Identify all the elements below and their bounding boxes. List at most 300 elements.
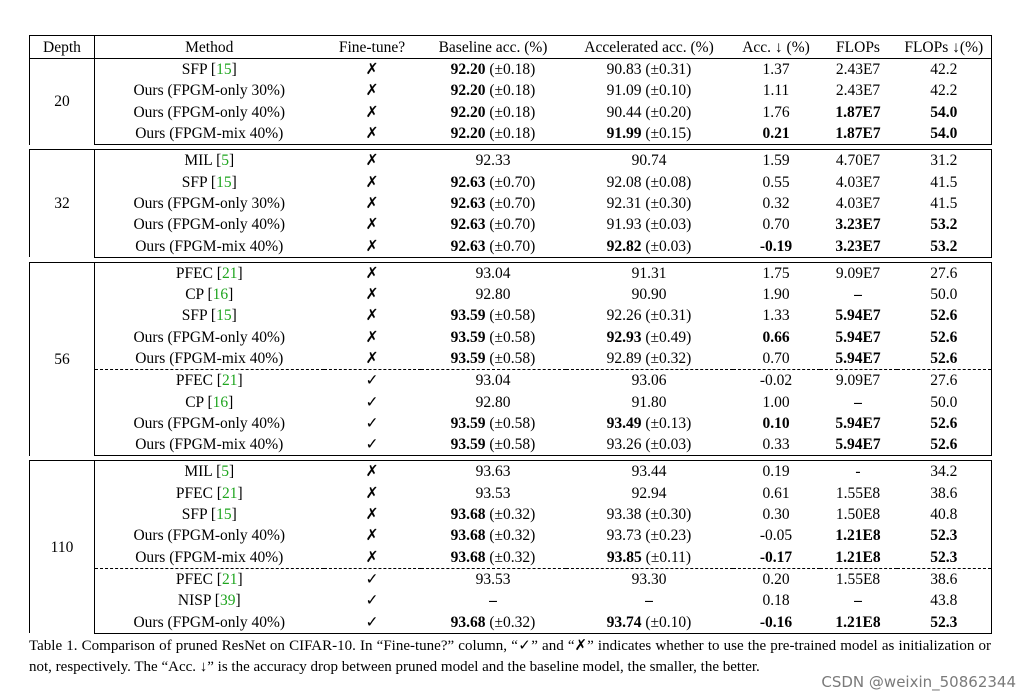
cross-icon: ✗: [365, 506, 379, 524]
flops-drop-value: 52.6: [930, 436, 958, 454]
flops-drop-cell: [897, 434, 992, 456]
baseline-acc-cell: [421, 391, 566, 412]
accelerated-acc-cell: [566, 305, 733, 326]
citation-link[interactable]: 16: [212, 393, 229, 411]
accelerated-acc-cell: [566, 483, 733, 504]
accelerated-acc-value: 93.44: [631, 463, 667, 481]
baseline-acc-value: 92.20: [450, 61, 486, 79]
accelerated-acc-std: (±0.03): [645, 436, 692, 454]
acc-drop-cell: [733, 525, 820, 546]
flops-drop-value: 40.8: [930, 506, 958, 524]
fine-tune-cell: [324, 59, 421, 81]
table-row: [30, 434, 992, 456]
accelerated-acc-value: 92.94: [631, 484, 667, 502]
method-name: SFP: [181, 307, 208, 325]
accelerated-acc-cell: [566, 327, 733, 348]
flops-drop-cell: [897, 59, 992, 81]
table-row: [30, 123, 992, 145]
flops-cell: [820, 568, 897, 590]
table-row: [30, 370, 992, 392]
accelerated-acc-cell: [566, 214, 733, 235]
method-name: Ours (FPGM-mix 40%): [135, 436, 284, 454]
acc-drop-cell: [733, 123, 820, 145]
baseline-acc-cell: [421, 525, 566, 546]
fine-tune-cell: [324, 568, 421, 590]
accelerated-acc-value: 93.49: [606, 414, 642, 432]
baseline-acc-value: –: [489, 592, 497, 610]
baseline-acc-std: (±0.70): [489, 216, 536, 234]
flops-cell: [820, 413, 897, 434]
baseline-acc-cell: [421, 80, 566, 101]
flops-drop-cell: [897, 391, 992, 412]
method-cell: PFEC [21]: [95, 262, 324, 284]
fine-tune-cell: [324, 235, 421, 257]
baseline-acc-cell: [421, 193, 566, 214]
table-row: [30, 348, 992, 370]
cross-icon: ✗: [365, 350, 379, 367]
fine-tune-cell: [324, 327, 421, 348]
method-cell: [95, 80, 324, 101]
method-name: Ours (FPGM-only 40%): [133, 613, 286, 631]
acc-drop-value: -0.02: [759, 372, 793, 390]
fine-tune-cell: [324, 150, 421, 172]
acc-drop-cell: [733, 235, 820, 257]
table-row: [30, 525, 992, 546]
method-name: SFP: [181, 61, 208, 79]
flops-drop-value: 38.6: [930, 484, 958, 502]
method-name: PFEC: [175, 484, 213, 502]
flops-cell: [820, 123, 897, 145]
baseline-acc-cell: [421, 461, 566, 483]
baseline-acc-cell: [421, 547, 566, 569]
accelerated-acc-std: (±0.11): [645, 548, 692, 566]
accelerated-acc-cell: [566, 284, 733, 305]
fine-tune-cell: [324, 171, 421, 192]
table-header: [30, 36, 992, 59]
check-icon: ✓: [365, 372, 379, 390]
header-flops-drop: FLOPs ↓(%): [897, 36, 992, 59]
method-cell: PFEC [21]: [95, 568, 324, 590]
table-row: [30, 611, 992, 633]
flops-cell: [820, 611, 897, 633]
acc-drop-value: 1.33: [762, 307, 790, 325]
fine-tune-cell: [324, 483, 421, 504]
accelerated-acc-value: 90.44: [606, 103, 642, 121]
baseline-acc-std: (±0.18): [489, 103, 536, 121]
header-acc-drop: Acc. ↓ (%): [733, 36, 820, 59]
baseline-acc-value: 92.20: [450, 103, 486, 121]
flops-value: 1.87E7: [835, 103, 881, 121]
flops-cell: [820, 547, 897, 569]
accelerated-acc-std: (±0.30): [645, 506, 692, 524]
acc-drop-cell: [733, 80, 820, 101]
method-cell: [95, 327, 324, 348]
acc-drop-cell: [733, 102, 820, 123]
fine-tune-cell: [324, 504, 421, 525]
baseline-acc-cell: [421, 59, 566, 81]
flops-cell: [820, 305, 897, 326]
accelerated-acc-cell: [566, 434, 733, 456]
table-row: [30, 102, 992, 123]
accelerated-acc-std: (±0.08): [645, 173, 692, 191]
accelerated-acc-value: 92.89: [606, 350, 642, 367]
flops-drop-value: 52.6: [930, 414, 958, 432]
flops-drop-cell: [897, 547, 992, 569]
acc-drop-value: 1.76: [762, 103, 790, 121]
accelerated-acc-value: 91.09: [606, 82, 642, 100]
flops-drop-value: 52.3: [930, 527, 958, 545]
table-row: [30, 59, 992, 81]
accelerated-acc-cell: [566, 150, 733, 172]
flops-value: 1.21E8: [835, 527, 881, 545]
cross-icon: ✗: [365, 152, 379, 170]
method-cell: PFEC [21]: [95, 370, 324, 392]
acc-drop-value: 0.30: [762, 506, 790, 524]
baseline-acc-value: 92.63: [450, 173, 486, 191]
results-table: [29, 35, 992, 634]
table-row: [30, 214, 992, 235]
table-row: [30, 284, 992, 305]
depth-group: [30, 262, 992, 456]
flops-value: 1.21E8: [835, 548, 881, 566]
flops-drop-cell: [897, 611, 992, 633]
baseline-acc-value: 92.20: [450, 125, 486, 143]
acc-drop-value: 1.90: [762, 286, 790, 304]
header-fine-tune: Fine-tune?: [324, 36, 421, 59]
flops-value: 1.55E8: [835, 570, 881, 588]
table-row: [30, 262, 992, 284]
method-name: Ours (FPGM-only 40%): [133, 103, 286, 121]
acc-drop-value: 0.21: [762, 125, 790, 143]
baseline-acc-std: (±0.32): [489, 506, 536, 524]
acc-drop-value: 0.19: [762, 463, 790, 481]
cross-icon: ✗: [365, 61, 379, 79]
citation-link[interactable]: 15: [216, 307, 232, 325]
baseline-acc-value: 93.59: [450, 414, 486, 432]
citation-link[interactable]: 5: [221, 463, 229, 481]
accelerated-acc-std: (±0.20): [645, 103, 692, 121]
baseline-acc-value: 93.04: [475, 372, 511, 390]
citation-link[interactable]: 39: [219, 592, 236, 610]
method-cell: CP [16]: [185, 286, 234, 304]
accelerated-acc-std: (±0.30): [645, 194, 692, 212]
flops-drop-cell: [897, 305, 992, 326]
accelerated-acc-cell: [566, 568, 733, 590]
baseline-acc-value: 93.68: [450, 506, 486, 524]
flops-cell: [820, 235, 897, 257]
check-icon: ✓: [365, 570, 379, 588]
method-name: CP: [185, 286, 204, 304]
citation-link[interactable]: 15: [216, 173, 232, 191]
baseline-acc-std: (±0.70): [489, 237, 536, 255]
flops-drop-cell: [897, 461, 992, 483]
accelerated-acc-cell: [566, 59, 733, 81]
baseline-acc-cell: [421, 483, 566, 504]
acc-drop-value: 1.11: [762, 82, 790, 100]
flops-value: 5.94E7: [835, 307, 881, 325]
fine-tune-cell: [324, 123, 421, 145]
method-cell: [95, 123, 324, 145]
flops-value: 2.43E7: [835, 61, 881, 79]
baseline-acc-value: 92.80: [475, 393, 511, 411]
method-cell: [95, 214, 324, 235]
baseline-acc-std: (±0.58): [489, 328, 536, 346]
flops-value: 1.50E8: [835, 506, 881, 524]
flops-drop-value: 53.2: [930, 237, 958, 255]
baseline-acc-value: 93.59: [450, 328, 486, 346]
acc-drop-cell: [733, 214, 820, 235]
watermark: CSDN @weixin_50862344: [821, 673, 1016, 691]
method-name: Ours (FPGM-only 40%): [133, 328, 286, 346]
fine-tune-cell: [324, 461, 421, 483]
acc-drop-cell: [733, 461, 820, 483]
flops-drop-value: 52.6: [930, 350, 958, 367]
acc-drop-value: 1.75: [762, 264, 790, 282]
fine-tune-cell: [324, 391, 421, 412]
baseline-acc-std: (±0.32): [489, 527, 536, 545]
table-row: [30, 193, 992, 214]
accelerated-acc-std: (±0.15): [645, 125, 692, 143]
flops-drop-value: 52.3: [930, 613, 958, 631]
acc-drop-cell: [733, 413, 820, 434]
flops-cell: [820, 262, 897, 284]
check-icon: ✓: [365, 592, 379, 610]
method-name: PFEC: [175, 570, 213, 588]
acc-drop-value: 0.66: [762, 328, 790, 346]
citation-link[interactable]: 21: [221, 484, 238, 502]
flops-drop-value: 52.6: [930, 307, 958, 325]
method-cell: [95, 611, 324, 633]
baseline-acc-value: 93.59: [450, 307, 486, 325]
fine-tune-cell: [324, 305, 421, 326]
accelerated-acc-value: 90.74: [631, 152, 667, 170]
depth-cell: 110: [30, 461, 95, 633]
citation-link[interactable]: 21: [221, 372, 238, 390]
baseline-acc-value: 93.59: [450, 436, 486, 454]
fine-tune-cell: [324, 193, 421, 214]
accelerated-acc-cell: [566, 547, 733, 569]
flops-value: –: [854, 393, 862, 411]
method-name: Ours (FPGM-only 30%): [133, 194, 286, 212]
citation-link[interactable]: 5: [221, 152, 229, 170]
flops-drop-cell: [897, 171, 992, 192]
citation-link[interactable]: 15: [216, 506, 232, 524]
method-cell: SFP [15]: [181, 506, 237, 524]
flops-drop-value: 27.6: [930, 372, 958, 390]
table-row: [30, 305, 992, 326]
baseline-acc-value: 92.63: [450, 216, 486, 234]
baseline-acc-value: 92.33: [475, 152, 511, 170]
citation-link[interactable]: 21: [221, 264, 238, 282]
depth-cell: 20: [30, 59, 95, 145]
accelerated-acc-std: (±0.03): [645, 216, 692, 234]
acc-drop-cell: [733, 327, 820, 348]
flops-cell: [820, 348, 897, 370]
flops-drop-value: 54.0: [930, 125, 958, 143]
acc-drop-value: -0.19: [759, 237, 793, 255]
depth-cell: 56: [30, 262, 95, 456]
method-cell: SFP [15]: [181, 307, 237, 325]
table-row: [30, 461, 992, 483]
accelerated-acc-std: (±0.32): [645, 350, 692, 367]
cross-icon: ✗: [365, 328, 379, 346]
flops-cell: [820, 102, 897, 123]
acc-drop-value: 1.00: [762, 393, 790, 411]
table-row: [30, 504, 992, 525]
fine-tune-cell: [324, 370, 421, 392]
fine-tune-cell: [324, 284, 421, 305]
acc-drop-value: 1.37: [762, 61, 790, 79]
accelerated-acc-cell: [566, 171, 733, 192]
accelerated-acc-value: 93.38: [606, 506, 642, 524]
baseline-acc-cell: [421, 150, 566, 172]
flops-drop-value: 27.6: [930, 264, 958, 282]
method-name: PFEC: [175, 264, 213, 282]
flops-value: 9.09E7: [835, 264, 881, 282]
baseline-acc-cell: [421, 262, 566, 284]
header-method: Method: [95, 36, 324, 59]
baseline-acc-cell: [421, 590, 566, 611]
flops-value: -: [855, 463, 861, 481]
acc-drop-cell: [733, 611, 820, 633]
accelerated-acc-std: (±0.03): [645, 237, 692, 255]
method-name: Ours (FPGM-mix 40%): [135, 548, 284, 566]
accelerated-acc-cell: [566, 391, 733, 412]
acc-drop-value: 0.32: [762, 194, 790, 212]
acc-drop-cell: [733, 348, 820, 370]
depth-cell: 32: [30, 150, 95, 257]
flops-cell: [820, 193, 897, 214]
accelerated-acc-value: 92.31: [606, 194, 642, 212]
cross-icon: ✗: [365, 264, 379, 282]
flops-value: 4.70E7: [835, 152, 881, 170]
method-cell: [95, 434, 324, 456]
table-row: [30, 413, 992, 434]
table-row: [30, 568, 992, 590]
acc-drop-cell: [733, 504, 820, 525]
fine-tune-cell: [324, 102, 421, 123]
header-depth: Depth: [30, 36, 95, 59]
accelerated-acc-std: (±0.31): [645, 61, 692, 79]
baseline-acc-std: (±0.58): [489, 350, 536, 367]
acc-drop-cell: [733, 262, 820, 284]
fine-tune-cell: [324, 348, 421, 370]
citation-link[interactable]: 21: [221, 570, 238, 588]
baseline-acc-std: (±0.32): [489, 613, 536, 631]
accelerated-acc-cell: [566, 370, 733, 392]
acc-drop-cell: [733, 370, 820, 392]
acc-drop-value: 0.61: [762, 484, 790, 502]
flops-value: 5.94E7: [835, 328, 881, 346]
flops-drop-cell: [897, 80, 992, 101]
acc-drop-value: -0.17: [759, 548, 793, 566]
fine-tune-cell: [324, 611, 421, 633]
flops-value: 4.03E7: [835, 173, 881, 191]
method-cell: SFP [15]: [181, 173, 237, 191]
method-cell: PFEC [21]: [175, 484, 243, 502]
table-row: [30, 590, 992, 611]
cross-icon: ✗: [365, 125, 379, 143]
flops-drop-value: 50.0: [930, 393, 958, 411]
flops-drop-cell: [897, 102, 992, 123]
method-cell: [95, 102, 324, 123]
baseline-acc-std: (±0.18): [489, 82, 536, 100]
method-cell: [95, 348, 324, 370]
accelerated-acc-cell: [566, 413, 733, 434]
baseline-acc-value: 93.53: [475, 484, 511, 502]
acc-drop-value: 0.10: [762, 414, 790, 432]
flops-drop-value: 34.2: [930, 463, 958, 481]
flops-cell: [820, 214, 897, 235]
baseline-acc-value: 93.63: [475, 463, 511, 481]
accelerated-acc-value: 92.26: [606, 307, 642, 325]
flops-value: 5.94E7: [835, 414, 881, 432]
baseline-acc-cell: [421, 327, 566, 348]
check-icon: ✓: [365, 414, 379, 432]
baseline-acc-cell: [421, 102, 566, 123]
flops-drop-cell: [897, 483, 992, 504]
acc-drop-value: 1.59: [762, 152, 790, 170]
fine-tune-cell: [324, 80, 421, 101]
acc-drop-cell: [733, 171, 820, 192]
flops-drop-cell: [897, 193, 992, 214]
baseline-acc-cell: [421, 504, 566, 525]
cross-icon: ✗: [365, 548, 379, 566]
citation-link[interactable]: 16: [212, 286, 229, 304]
table-row: [30, 547, 992, 569]
flops-cell: [820, 171, 897, 192]
citation-link[interactable]: 15: [216, 61, 232, 79]
acc-drop-cell: [733, 59, 820, 81]
accelerated-acc-value: 90.83: [606, 61, 642, 79]
header-baseline-acc: Baseline acc. (%): [421, 36, 566, 59]
accelerated-acc-cell: [566, 461, 733, 483]
flops-cell: [820, 59, 897, 81]
header-accelerated-acc: Accelerated acc. (%): [566, 36, 733, 59]
depth-group: [30, 150, 992, 257]
accelerated-acc-cell: [566, 590, 733, 611]
accelerated-acc-value: 91.80: [631, 393, 667, 411]
method-cell: [95, 525, 324, 546]
acc-drop-cell: [733, 568, 820, 590]
acc-drop-value: 0.70: [762, 216, 790, 234]
flops-drop-cell: [897, 123, 992, 145]
baseline-acc-std: (±0.70): [489, 194, 536, 212]
flops-value: 1.21E8: [835, 613, 881, 631]
baseline-acc-cell: [421, 235, 566, 257]
acc-drop-cell: [733, 434, 820, 456]
flops-cell: [820, 483, 897, 504]
accelerated-acc-cell: [566, 348, 733, 370]
flops-drop-cell: [897, 504, 992, 525]
check-icon: ✓: [365, 393, 379, 411]
method-name: MIL: [184, 152, 213, 170]
table-caption: Table 1. Comparison of pruned ResNet on CIFAR-10. In “Fine-tune?” column, “✓” and “✗” indicates whether to use the pre-trained model as initialization or not, respectively. The “Acc. ↓” is the accuracy drop between pruned model and the baseline model, the smaller, the better.: [29, 638, 991, 675]
method-name: Ours (FPGM-only 30%): [133, 82, 286, 100]
flops-drop-value: 41.5: [930, 194, 958, 212]
baseline-acc-value: 93.68: [450, 613, 486, 631]
accelerated-acc-cell: [566, 525, 733, 546]
cross-icon: ✗: [365, 173, 379, 191]
depth-group: [30, 59, 992, 145]
baseline-acc-value: 92.80: [475, 286, 511, 304]
flops-cell: [820, 590, 897, 611]
table-row: [30, 483, 992, 504]
flops-value: 2.43E7: [835, 82, 881, 100]
cross-icon: ✗: [365, 484, 379, 502]
flops-drop-cell: [897, 370, 992, 392]
baseline-acc-cell: [421, 171, 566, 192]
